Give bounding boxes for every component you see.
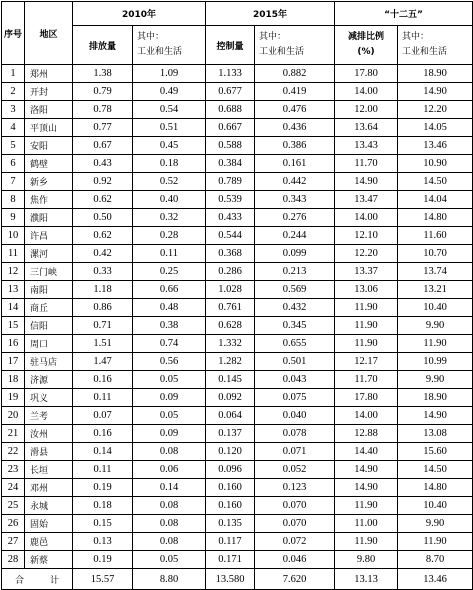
of-which-label: 其中：	[259, 32, 287, 42]
reduction-ratio: 13.47	[335, 191, 398, 209]
table-row	[2, 515, 473, 533]
table-row	[2, 335, 473, 353]
row-index: 4	[2, 119, 25, 137]
industry-life-2010: 0.11	[133, 245, 206, 263]
industry-life-2015: 0.569	[255, 281, 335, 299]
region-name: 永城	[25, 497, 73, 515]
emission-2010: 0.50	[73, 209, 133, 227]
table-row	[2, 227, 473, 245]
of-which-label: 其中：	[137, 32, 165, 42]
industry-life-2015: 0.276	[255, 209, 335, 227]
total-industry-life-2015: 7.620	[255, 569, 335, 590]
region-name: 巩义	[25, 389, 73, 407]
total-industry-life-2010: 8.80	[133, 569, 206, 590]
reduction-ratio: 14.40	[335, 443, 398, 461]
region-name: 驻马店	[25, 353, 73, 371]
industry-life-2010: 0.05	[133, 371, 206, 389]
reduction-ratio: 11.70	[335, 155, 398, 173]
industry-life-2010: 0.08	[133, 515, 206, 533]
reduction-ratio-industry-life: 10.40	[398, 497, 473, 515]
control-2015: 0.761	[206, 299, 255, 317]
emission-2010: 0.77	[73, 119, 133, 137]
table-row	[2, 191, 473, 209]
ratio-label: 减排比例	[347, 32, 384, 42]
row-index: 19	[2, 389, 25, 407]
row-index: 1	[2, 65, 25, 83]
reduction-ratio: 13.43	[335, 137, 398, 155]
control-2015: 0.588	[206, 137, 255, 155]
industry-life-2015: 0.072	[255, 533, 335, 551]
control-2015: 0.160	[206, 497, 255, 515]
control-2015: 0.539	[206, 191, 255, 209]
table-row	[2, 407, 473, 425]
reduction-ratio-industry-life: 13.74	[398, 263, 473, 281]
reduction-ratio: 14.90	[335, 479, 398, 497]
emission-2010: 0.11	[73, 461, 133, 479]
reduction-ratio-industry-life: 10.90	[398, 155, 473, 173]
control-2015: 0.135	[206, 515, 255, 533]
industry-life-2010: 0.18	[133, 155, 206, 173]
industry-life-2010: 0.66	[133, 281, 206, 299]
industry-life-2010: 0.28	[133, 227, 206, 245]
region-name: 濮阳	[25, 209, 73, 227]
row-index: 12	[2, 263, 25, 281]
header-index: 序号	[2, 2, 25, 65]
ratio-unit: (%)	[357, 47, 375, 57]
industry-life-2015: 0.161	[255, 155, 335, 173]
industry-life-2010: 0.09	[133, 389, 206, 407]
industry-life-2010: 0.08	[133, 533, 206, 551]
reduction-ratio: 12.17	[335, 353, 398, 371]
row-index: 17	[2, 353, 25, 371]
emission-2010: 1.51	[73, 335, 133, 353]
header-of-which-2010	[133, 26, 206, 65]
reduction-ratio: 17.80	[335, 389, 398, 407]
emission-2010: 0.11	[73, 389, 133, 407]
reduction-ratio-industry-life: 18.90	[398, 65, 473, 83]
reduction-ratio-industry-life: 14.90	[398, 83, 473, 101]
region-name: 新蔡	[25, 551, 73, 569]
table-row	[2, 137, 473, 155]
region-name: 南阳	[25, 281, 73, 299]
industry-life-2015: 0.078	[255, 425, 335, 443]
reduction-ratio: 11.70	[335, 371, 398, 389]
emission-table	[1, 1, 473, 590]
total-reduction-ratio-industry-life: 13.46	[398, 569, 473, 590]
table-row	[2, 443, 473, 461]
control-2015: 0.120	[206, 443, 255, 461]
reduction-ratio: 13.37	[335, 263, 398, 281]
reduction-ratio-industry-life: 10.70	[398, 245, 473, 263]
industry-life-2015: 0.419	[255, 83, 335, 101]
industry-life-2010: 0.51	[133, 119, 206, 137]
emission-2010: 0.13	[73, 533, 133, 551]
emission-2010: 0.18	[73, 497, 133, 515]
emission-2010: 0.62	[73, 227, 133, 245]
industry-life-2015: 0.070	[255, 497, 335, 515]
industry-life-2010: 0.08	[133, 497, 206, 515]
control-2015: 0.384	[206, 155, 255, 173]
table-row	[2, 479, 473, 497]
reduction-ratio-industry-life: 14.50	[398, 461, 473, 479]
reduction-ratio-industry-life: 14.80	[398, 209, 473, 227]
control-2015: 0.160	[206, 479, 255, 497]
industry-life-2015: 0.123	[255, 479, 335, 497]
emission-2010: 0.14	[73, 443, 133, 461]
emission-2010: 0.33	[73, 263, 133, 281]
reduction-ratio: 14.00	[335, 209, 398, 227]
industry-life-2015: 0.386	[255, 137, 335, 155]
industry-life-2010: 0.05	[133, 407, 206, 425]
table-row	[2, 83, 473, 101]
industry-life-2015: 0.655	[255, 335, 335, 353]
industry-life-2015: 0.071	[255, 443, 335, 461]
control-2015: 0.628	[206, 317, 255, 335]
control-2015: 0.677	[206, 83, 255, 101]
industry-life-2015: 0.882	[255, 65, 335, 83]
table-row	[2, 173, 473, 191]
table-row	[2, 317, 473, 335]
control-2015: 0.171	[206, 551, 255, 569]
region-name: 郑州	[25, 65, 73, 83]
reduction-ratio-industry-life: 14.90	[398, 407, 473, 425]
industry-life-2015: 0.501	[255, 353, 335, 371]
industry-life-label: 工业和生活	[137, 47, 183, 57]
reduction-ratio-industry-life: 9.90	[398, 371, 473, 389]
reduction-ratio-industry-life: 15.60	[398, 443, 473, 461]
table-row	[2, 119, 473, 137]
reduction-ratio-industry-life: 13.08	[398, 425, 473, 443]
industry-life-2015: 0.075	[255, 389, 335, 407]
row-index: 20	[2, 407, 25, 425]
emission-2010: 0.86	[73, 299, 133, 317]
region-name: 信阳	[25, 317, 73, 335]
emission-2010: 0.78	[73, 101, 133, 119]
region-name: 长垣	[25, 461, 73, 479]
row-index: 14	[2, 299, 25, 317]
industry-life-2015: 0.244	[255, 227, 335, 245]
reduction-ratio-industry-life: 14.80	[398, 479, 473, 497]
industry-life-2010: 0.14	[133, 479, 206, 497]
region-name: 济源	[25, 371, 73, 389]
row-index: 7	[2, 173, 25, 191]
region-name: 开封	[25, 83, 73, 101]
reduction-ratio: 9.80	[335, 551, 398, 569]
header-ratio	[335, 26, 398, 65]
region-name: 固始	[25, 515, 73, 533]
industry-life-2010: 0.32	[133, 209, 206, 227]
table-row	[2, 65, 473, 83]
industry-life-2015: 0.040	[255, 407, 335, 425]
industry-life-2010: 0.38	[133, 317, 206, 335]
header-region: 地区	[25, 2, 73, 65]
table-row	[2, 371, 473, 389]
control-2015: 0.789	[206, 173, 255, 191]
control-2015: 0.286	[206, 263, 255, 281]
industry-life-2010: 0.48	[133, 299, 206, 317]
table-row	[2, 497, 473, 515]
region-name: 焦作	[25, 191, 73, 209]
reduction-ratio: 11.90	[335, 335, 398, 353]
reduction-ratio-industry-life: 11.90	[398, 533, 473, 551]
emission-2010: 1.18	[73, 281, 133, 299]
row-index: 23	[2, 461, 25, 479]
row-index: 6	[2, 155, 25, 173]
table-row	[2, 245, 473, 263]
total-emission-2010: 15.57	[73, 569, 133, 590]
table-row	[2, 155, 473, 173]
region-name: 漯河	[25, 245, 73, 263]
row-index: 22	[2, 443, 25, 461]
industry-life-label: 工业和生活	[402, 47, 448, 57]
emission-2010: 0.42	[73, 245, 133, 263]
table-row	[2, 425, 473, 443]
row-index: 11	[2, 245, 25, 263]
table-row	[2, 389, 473, 407]
row-index: 26	[2, 515, 25, 533]
industry-life-2010: 1.09	[133, 65, 206, 83]
row-index: 2	[2, 83, 25, 101]
industry-life-2015: 0.213	[255, 263, 335, 281]
row-index: 18	[2, 371, 25, 389]
reduction-ratio: 17.80	[335, 65, 398, 83]
industry-life-2015: 0.432	[255, 299, 335, 317]
reduction-ratio-industry-life: 12.20	[398, 101, 473, 119]
emission-2010: 0.19	[73, 551, 133, 569]
emission-2010: 0.19	[73, 479, 133, 497]
control-2015: 0.368	[206, 245, 255, 263]
table-row	[2, 263, 473, 281]
row-index: 13	[2, 281, 25, 299]
industry-life-2010: 0.40	[133, 191, 206, 209]
header-control: 控制量	[206, 26, 255, 65]
total-row	[2, 569, 473, 590]
industry-life-2015: 0.476	[255, 101, 335, 119]
industry-life-2010: 0.49	[133, 83, 206, 101]
industry-life-2015: 0.442	[255, 173, 335, 191]
header-of-which-ratio	[398, 26, 473, 65]
industry-life-2010: 0.05	[133, 551, 206, 569]
reduction-ratio-industry-life: 14.50	[398, 173, 473, 191]
control-2015: 0.688	[206, 101, 255, 119]
control-2015: 0.137	[206, 425, 255, 443]
reduction-ratio: 14.90	[335, 173, 398, 191]
emission-2010: 0.62	[73, 191, 133, 209]
header-plan: “十二五”	[335, 2, 473, 26]
reduction-ratio-industry-life: 8.70	[398, 551, 473, 569]
emission-2010: 0.92	[73, 173, 133, 191]
emission-2010: 0.43	[73, 155, 133, 173]
reduction-ratio: 11.00	[335, 515, 398, 533]
reduction-ratio: 14.00	[335, 407, 398, 425]
reduction-ratio-industry-life: 13.46	[398, 137, 473, 155]
reduction-ratio-industry-life: 9.90	[398, 317, 473, 335]
industry-life-2010: 0.45	[133, 137, 206, 155]
region-name: 鹿邑	[25, 533, 73, 551]
reduction-ratio-industry-life: 14.05	[398, 119, 473, 137]
emission-2010: 0.16	[73, 425, 133, 443]
table-row	[2, 551, 473, 569]
control-2015: 0.667	[206, 119, 255, 137]
emission-2010: 1.47	[73, 353, 133, 371]
total-reduction-ratio: 13.13	[335, 569, 398, 590]
region-name: 鹤壁	[25, 155, 73, 173]
header-2010: 2010年	[73, 2, 206, 26]
table-row	[2, 353, 473, 371]
reduction-ratio: 11.90	[335, 533, 398, 551]
industry-life-2015: 0.345	[255, 317, 335, 335]
total-label-b: 计	[50, 575, 60, 586]
region-name: 平顶山	[25, 119, 73, 137]
industry-life-2010: 0.06	[133, 461, 206, 479]
row-index: 10	[2, 227, 25, 245]
header-emission: 排放量	[73, 26, 133, 65]
control-2015: 1.028	[206, 281, 255, 299]
reduction-ratio: 11.90	[335, 299, 398, 317]
region-name: 许昌	[25, 227, 73, 245]
row-index: 21	[2, 425, 25, 443]
industry-life-2010: 0.25	[133, 263, 206, 281]
industry-life-2015: 0.436	[255, 119, 335, 137]
row-index: 16	[2, 335, 25, 353]
control-2015: 1.332	[206, 335, 255, 353]
reduction-ratio: 12.88	[335, 425, 398, 443]
region-name: 兰考	[25, 407, 73, 425]
reduction-ratio: 11.90	[335, 497, 398, 515]
emission-2010: 0.07	[73, 407, 133, 425]
control-2015: 0.064	[206, 407, 255, 425]
industry-life-2010: 0.52	[133, 173, 206, 191]
total-label-a: 合	[14, 575, 24, 586]
reduction-ratio: 12.00	[335, 101, 398, 119]
table-row	[2, 209, 473, 227]
reduction-ratio-industry-life: 9.90	[398, 515, 473, 533]
emission-2010: 0.67	[73, 137, 133, 155]
control-2015: 0.117	[206, 533, 255, 551]
reduction-ratio: 12.20	[335, 245, 398, 263]
region-name: 汝州	[25, 425, 73, 443]
control-2015: 1.133	[206, 65, 255, 83]
region-name: 周口	[25, 335, 73, 353]
row-index: 15	[2, 317, 25, 335]
industry-life-2015: 0.043	[255, 371, 335, 389]
emission-2010: 0.79	[73, 83, 133, 101]
industry-life-2015: 0.343	[255, 191, 335, 209]
region-name: 滑县	[25, 443, 73, 461]
table-row	[2, 461, 473, 479]
row-index: 3	[2, 101, 25, 119]
reduction-ratio: 11.90	[335, 317, 398, 335]
reduction-ratio-industry-life: 11.60	[398, 227, 473, 245]
emission-2010: 0.15	[73, 515, 133, 533]
table-row	[2, 281, 473, 299]
table-row	[2, 101, 473, 119]
row-index: 9	[2, 209, 25, 227]
reduction-ratio: 12.10	[335, 227, 398, 245]
region-name: 新乡	[25, 173, 73, 191]
industry-life-2010: 0.08	[133, 443, 206, 461]
industry-life-2015: 0.052	[255, 461, 335, 479]
reduction-ratio: 13.64	[335, 119, 398, 137]
industry-life-2010: 0.54	[133, 101, 206, 119]
emission-2010: 0.16	[73, 371, 133, 389]
reduction-ratio-industry-life: 14.04	[398, 191, 473, 209]
industry-life-2010: 0.09	[133, 425, 206, 443]
table-row	[2, 299, 473, 317]
of-which-label: 其中：	[402, 32, 430, 42]
region-name: 洛阳	[25, 101, 73, 119]
reduction-ratio-industry-life: 10.40	[398, 299, 473, 317]
row-index: 5	[2, 137, 25, 155]
reduction-ratio: 14.90	[335, 461, 398, 479]
reduction-ratio-industry-life: 11.90	[398, 335, 473, 353]
reduction-ratio-industry-life: 10.99	[398, 353, 473, 371]
reduction-ratio-industry-life: 18.90	[398, 389, 473, 407]
emission-2010: 0.71	[73, 317, 133, 335]
row-index: 27	[2, 533, 25, 551]
industry-life-2015: 0.070	[255, 515, 335, 533]
industry-life-2010: 0.56	[133, 353, 206, 371]
industry-life-2015: 0.099	[255, 245, 335, 263]
control-2015: 1.282	[206, 353, 255, 371]
table-row	[2, 533, 473, 551]
header-of-which-2015	[255, 26, 335, 65]
total-label	[2, 569, 73, 590]
industry-life-2015: 0.046	[255, 551, 335, 569]
industry-life-label: 工业和生活	[259, 47, 305, 57]
row-index: 8	[2, 191, 25, 209]
emission-2010: 1.38	[73, 65, 133, 83]
region-name: 商丘	[25, 299, 73, 317]
row-index: 25	[2, 497, 25, 515]
reduction-ratio: 13.06	[335, 281, 398, 299]
control-2015: 0.145	[206, 371, 255, 389]
industry-life-2010: 0.74	[133, 335, 206, 353]
header-2015: 2015年	[206, 2, 335, 26]
row-index: 24	[2, 479, 25, 497]
control-2015: 0.433	[206, 209, 255, 227]
region-name: 安阳	[25, 137, 73, 155]
total-control-2015: 13.580	[206, 569, 255, 590]
control-2015: 0.092	[206, 389, 255, 407]
row-index: 28	[2, 551, 25, 569]
region-name: 邓州	[25, 479, 73, 497]
control-2015: 0.544	[206, 227, 255, 245]
control-2015: 0.096	[206, 461, 255, 479]
reduction-ratio: 14.00	[335, 83, 398, 101]
reduction-ratio-industry-life: 13.21	[398, 281, 473, 299]
region-name: 三门峡	[25, 263, 73, 281]
